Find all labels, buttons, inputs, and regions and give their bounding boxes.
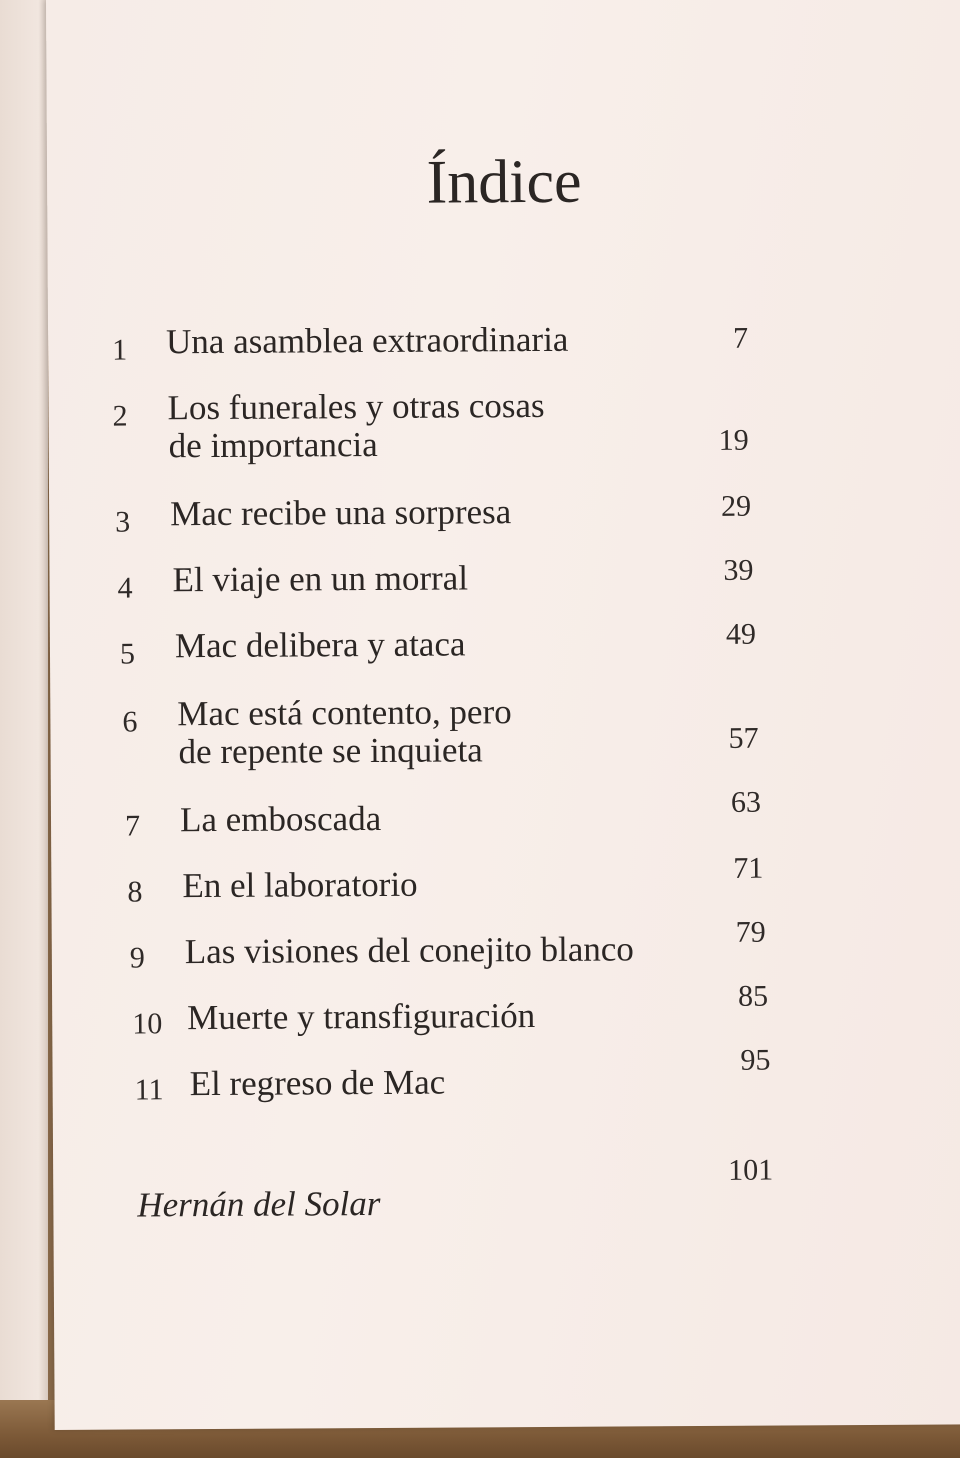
page-title: Índice: [426, 147, 582, 217]
chapter-title: La emboscada: [179, 798, 382, 840]
chapter-title: Muerte y transfiguración: [187, 996, 536, 1038]
chapter-title-continued: de importancia: [168, 424, 378, 466]
chapter-page: 71: [733, 851, 764, 885]
chapter-page: 79: [735, 915, 766, 949]
chapter-title: Los funerales y otras cosas: [167, 385, 545, 428]
chapter-number: 10: [132, 1007, 163, 1041]
chapter-page: 7: [732, 321, 749, 355]
chapter-number: 4: [117, 571, 133, 605]
chapter-page: 85: [737, 979, 769, 1013]
chapter-title: Mac recibe una sorpresa: [170, 492, 512, 534]
chapter-title: Las visiones del conejito blanco: [184, 929, 634, 972]
chapter-page: 39: [723, 553, 754, 587]
chapter-title: Mac delibera y ataca: [174, 624, 466, 666]
author-name: Hernán del Solar: [137, 1183, 381, 1225]
chapter-page: 57: [728, 721, 759, 755]
chapter-page: 49: [725, 617, 756, 651]
chapter-title: Mac está contento, pero: [177, 692, 512, 734]
chapter-title-continued: de repente se inquieta: [178, 730, 483, 772]
chapter-number: 2: [112, 399, 128, 433]
chapter-page: 63: [730, 785, 762, 819]
chapter-title: El viaje en un morral: [172, 558, 469, 600]
chapter-title: El regreso de Mac: [189, 1062, 446, 1104]
facing-page-edge: [0, 0, 48, 1458]
chapter-number: 5: [119, 637, 136, 671]
chapter-number: 6: [122, 705, 138, 739]
table-of-contents: [46, 0, 960, 1430]
book-page: [46, 0, 960, 1430]
chapter-page: 29: [721, 489, 752, 523]
author-page: 101: [728, 1153, 774, 1187]
chapter-number: 3: [115, 505, 131, 539]
chapter-page: 19: [718, 423, 749, 457]
chapter-number: 9: [129, 941, 145, 975]
chapter-number: 11: [134, 1073, 164, 1107]
chapter-title: En el laboratorio: [182, 864, 418, 906]
chapter-number: 1: [112, 333, 128, 367]
chapter-title: Una asamblea extraordinaria: [165, 319, 569, 362]
chapter-page: 95: [740, 1043, 771, 1077]
chapter-number: 8: [127, 875, 143, 909]
chapter-number: 7: [124, 809, 141, 843]
